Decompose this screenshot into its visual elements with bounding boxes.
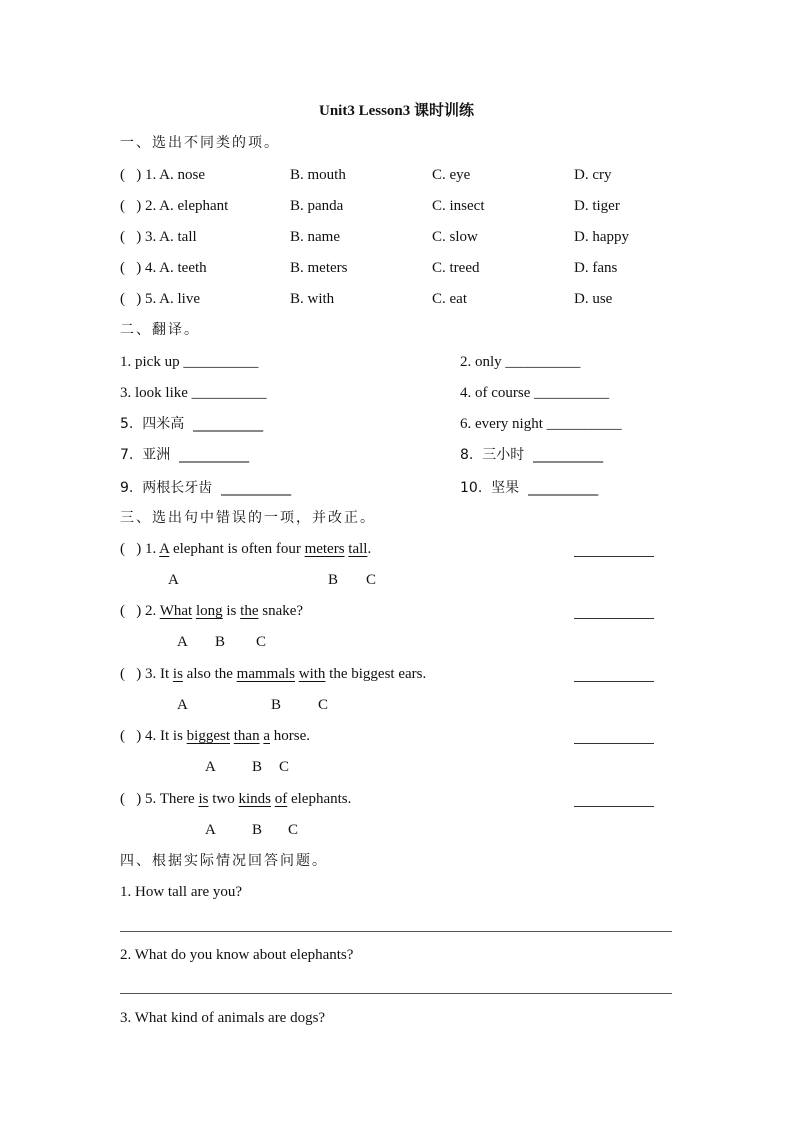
choice-3-c: C. slow [432, 229, 478, 245]
choice-2-c: C. insect [432, 198, 485, 214]
choice-2-b: B. panda [290, 198, 344, 214]
choice-2-a: ( ) 2. A. elephant [120, 198, 229, 214]
underlined-option: tall [348, 541, 368, 557]
page-title: Unit3 Lesson3 课时训练 [318, 103, 475, 119]
choice-4-d: D. fans [574, 260, 618, 276]
section-1-heading: 一、选出不同类的项。 [120, 135, 280, 151]
choice-2-d: D. tiger [574, 198, 620, 214]
underlined-option: with [298, 666, 326, 682]
question-2: 2. What do you know about elephants? [120, 947, 354, 963]
sentence-text: ( ) 2. [120, 603, 160, 619]
underlined-option: mammals [236, 666, 295, 682]
error-sentence-3 [120, 665, 426, 683]
option-letter-c: C [366, 572, 377, 588]
option-letter-b: B [271, 697, 282, 713]
sentence-text: two [208, 791, 239, 807]
option-letter-c: C [288, 822, 299, 838]
choice-1-b: B. mouth [290, 167, 346, 183]
translation-item-1: 1. pick up __________ [120, 354, 259, 370]
underlined-option: meters [304, 541, 345, 557]
sentence-text: is [222, 603, 241, 619]
sentence-text: ( ) 4. It is [120, 728, 187, 744]
correction-blank-4[interactable] [574, 743, 654, 744]
option-letter-a: A [177, 634, 188, 650]
underlined-option: the [240, 603, 259, 619]
option-letter-b: B [252, 822, 263, 838]
sentence-text: also the [182, 666, 237, 682]
answer-line-1[interactable] [120, 931, 672, 932]
choice-4-b: B. meters [290, 260, 348, 276]
underlined-option: a [263, 728, 271, 744]
option-letter-b: B [328, 572, 339, 588]
correction-blank-1[interactable] [574, 556, 654, 557]
underlined-option: A [159, 541, 170, 557]
option-letter-a: A [177, 697, 188, 713]
sentence-text: snake? [258, 603, 304, 619]
translation-item-3: 3. look like __________ [120, 385, 267, 401]
option-letter-c: C [279, 759, 290, 775]
correction-blank-3[interactable] [574, 681, 654, 682]
choice-5-d: D. use [574, 291, 613, 307]
sentence-text: ( ) 5. There [120, 791, 199, 807]
error-sentence-4 [120, 727, 310, 745]
choice-4-c: C. treed [432, 260, 480, 276]
choice-3-a: ( ) 3. A. tall [120, 229, 197, 245]
section-3-heading: 三、选出句中错误的一项，并改正。 [120, 510, 376, 526]
underlined-option: is [172, 666, 183, 682]
translation-item-9: 9. 两根长牙齿 __________ [120, 480, 292, 496]
question-3: 3. What kind of animals are dogs? [120, 1010, 326, 1026]
underlined-option: What [159, 603, 193, 619]
sentence-text: elephants. [287, 791, 352, 807]
option-letter-b: B [252, 759, 263, 775]
translation-item-5: 5. 四米高 __________ [120, 416, 264, 432]
choice-3-d: D. happy [574, 229, 629, 245]
answer-line-2[interactable] [120, 993, 672, 994]
sentence-text: ( ) 1. [120, 541, 160, 557]
correction-blank-5[interactable] [574, 806, 654, 807]
choice-3-b: B. name [290, 229, 340, 245]
option-letter-c: C [318, 697, 329, 713]
correction-blank-2[interactable] [574, 618, 654, 619]
error-sentence-2 [120, 602, 303, 620]
underlined-option: is [198, 791, 209, 807]
choice-5-b: B. with [290, 291, 335, 307]
translation-item-10: 10. 坚果 __________ [460, 480, 599, 496]
error-sentence-5 [120, 790, 351, 808]
underlined-option: kinds [238, 791, 271, 807]
translation-item-7: 7. 亚洲 __________ [120, 447, 250, 463]
choice-4-a: ( ) 4. A. teeth [120, 260, 207, 276]
option-letter-c: C [256, 634, 267, 650]
sentence-text: horse. [270, 728, 311, 744]
sentence-text: ( ) 3. It [120, 666, 173, 682]
translation-item-8: 8. 三小时 __________ [460, 447, 604, 463]
option-letter-a: A [168, 572, 179, 588]
choice-1-c: C. eye [432, 167, 471, 183]
translation-item-2: 2. only __________ [460, 354, 581, 370]
section-4-heading: 四、根据实际情况回答问题。 [120, 853, 328, 869]
error-sentence-1 [120, 540, 371, 558]
underlined-option: biggest [186, 728, 231, 744]
choice-5-a: ( ) 5. A. live [120, 291, 200, 307]
choice-1-d: D. cry [574, 167, 612, 183]
sentence-text: elephant is often four [169, 541, 305, 557]
choice-1-a: ( ) 1. A. nose [120, 167, 205, 183]
option-letter-b: B [215, 634, 226, 650]
section-2-heading: 二、翻译。 [120, 322, 200, 338]
sentence-text: the biggest ears. [325, 666, 427, 682]
translation-item-6: 6. every night __________ [460, 416, 622, 432]
sentence-text: . [367, 541, 372, 557]
translation-item-4: 4. of course __________ [460, 385, 610, 401]
underlined-option: than [233, 728, 260, 744]
underlined-option: of [274, 791, 288, 807]
option-letter-a: A [205, 822, 216, 838]
question-1: 1. How tall are you? [120, 884, 243, 900]
option-letter-a: A [205, 759, 216, 775]
choice-5-c: C. eat [432, 291, 467, 307]
underlined-option: long [195, 603, 223, 619]
